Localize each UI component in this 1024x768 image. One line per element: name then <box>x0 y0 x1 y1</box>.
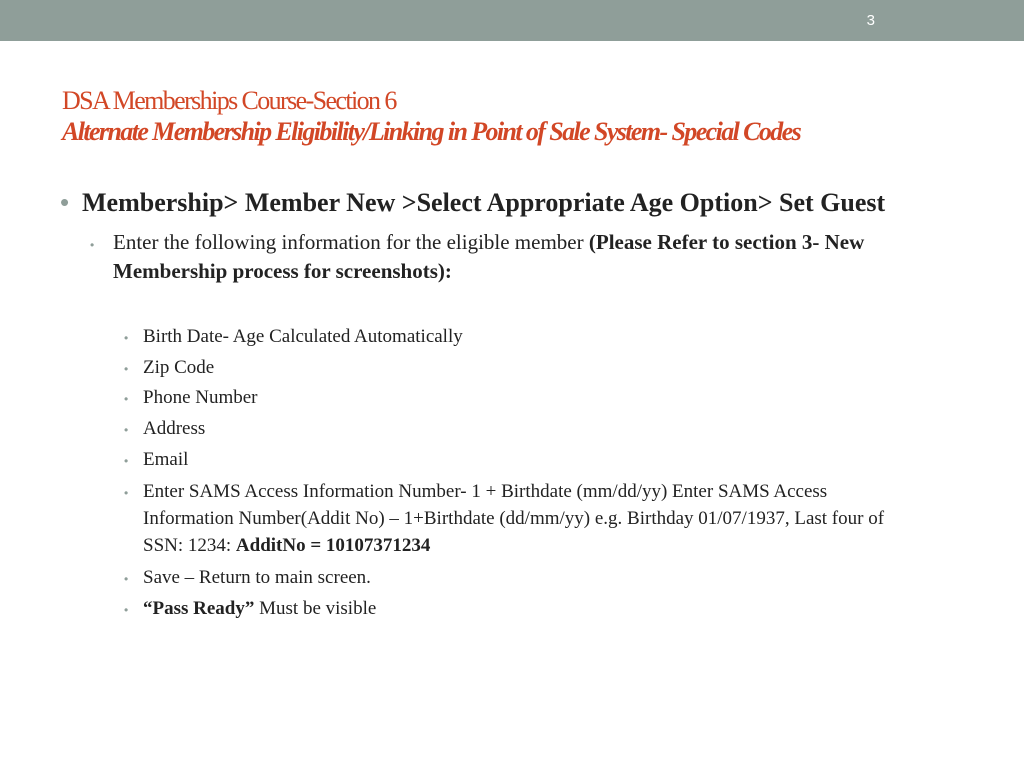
bullet-icon: • <box>124 572 129 586</box>
title-line-1: DSA Memberships Course-Section 6 <box>62 86 396 115</box>
bullet-icon: • <box>124 362 129 376</box>
list-item-zip <box>120 354 940 381</box>
bullet-icon: • <box>124 486 129 500</box>
list-item-text: Zip Code <box>143 357 215 378</box>
title-line-2: Alternate Membership Eligibility/Linking in Point of Sale System- Special Codes <box>62 117 801 146</box>
list-item-text <box>120 595 940 622</box>
list-item-address <box>120 415 940 442</box>
bullet-icon: • <box>60 187 70 217</box>
bullet-icon: • <box>124 603 129 617</box>
list-item-email <box>120 446 940 473</box>
header-bar <box>0 0 1024 41</box>
list-item-text <box>120 478 920 559</box>
list-item-birth-date <box>120 323 940 350</box>
bullet-icon: • <box>124 423 129 437</box>
bullet-icon: • <box>124 392 129 406</box>
list-item-save <box>120 564 940 591</box>
sams-plain: Enter SAMS Access Information Number- 1 + Birthdate (mm/dd/yy) Enter SAMS Access Information Number(Addit No) – 1+Birthdate (dd/mm/yy) e.g. Birthday 01/07/1937, Last four of SSN: 1234: <box>143 481 885 556</box>
list-item-text: Save – Return to main screen. <box>143 567 371 588</box>
bullet-icon: • <box>124 331 129 345</box>
slide-title <box>62 86 1002 148</box>
list-item-text: Birth Date- Age Calculated Automatically <box>143 326 463 347</box>
sub-bullet-plain: Enter the following information for the eligible member <box>113 230 589 254</box>
sub-bullet-bold: (Please Refer to section 3- New Membership process for screenshots): <box>113 230 865 283</box>
main-bullet <box>60 186 1000 219</box>
list-item-text: Email <box>143 449 189 470</box>
list-item-text: Phone Number <box>143 387 258 408</box>
slide-number: 3 <box>866 12 875 29</box>
sub-bullet <box>90 228 950 286</box>
list-item-sams <box>120 478 920 559</box>
sams-bold: AdditNo = 10107371234 <box>235 535 431 556</box>
list-item-pass-ready <box>120 595 940 622</box>
main-bullet-text: Membership> Member New >Select Appropriate Age Option> Set Guest <box>82 188 886 217</box>
list-item-text: Address <box>143 418 206 439</box>
list-item-phone <box>120 384 940 411</box>
sub-bullet-text <box>90 228 950 286</box>
bullet-icon: • <box>90 238 95 252</box>
pass-ready-plain: Must be visible <box>254 598 377 619</box>
bullet-icon: • <box>124 454 129 468</box>
pass-ready-bold: “Pass Ready” <box>143 598 255 619</box>
